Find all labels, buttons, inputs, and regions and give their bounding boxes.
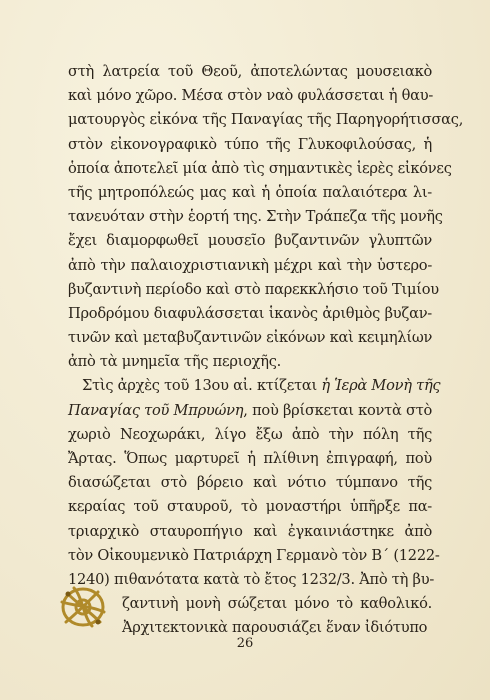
- text-line: Ἄρτας. Ὅπως μαρτυρεῖ ἡ πλίθινη ἐπιγραφή, ποὺ: [68, 450, 432, 467]
- text-line: χωριὸ Νεοχωράκι, λίγο ἔξω ἀπὸ τὴν πόλη τῆς: [68, 425, 432, 443]
- monastery-name-italic: ἡ Ἱερὰ Μονὴ τῆς: [321, 377, 441, 395]
- text-line: ἀπὸ τὰ μνημεῖα τῆς περιοχῆς.: [68, 353, 282, 371]
- text-line: 1240) πιθανότατα κατὰ τὸ ἔτος 1232/3. Ἀπὸ τὴ βυ-: [68, 570, 434, 588]
- text-line: τινῶν καὶ μεταβυζαντινῶν εἰκόνων καὶ κειμηλίων: [68, 329, 433, 347]
- page-text: [68, 60, 464, 641]
- text-line: τὸν Οἰκουμενικὸ Πατριάρχη Γερμανὸ τὸν Β΄ (1222-: [68, 546, 440, 564]
- text-line: ζαντινὴ μονὴ σώζεται μόνο τὸ καθολικό.: [122, 595, 432, 613]
- text-line: στὸν εἰκονογραφικὸ τύπο τῆς Γλυκοφιλούσας, ἡ: [68, 135, 432, 153]
- text-line: κεραίας τοῦ σταυροῦ, τὸ μοναστήρι ὑπῆρξε πα-: [68, 498, 432, 516]
- monastery-name-italic: Παναγίας τοῦ Μπρυώνη: [68, 401, 244, 419]
- text-line: διασώζεται στὸ βόρειο καὶ νότιο τύμπανο τῆς: [68, 474, 432, 492]
- text-line: βυζαντινὴ περίοδο καὶ στὸ παρεκκλήσιο τοῦ Τιμίου: [68, 280, 439, 298]
- text-line: καὶ μόνο χῶρο. Μέσα στὸν ναὸ φυλάσσεται ἡ θαυ-: [68, 87, 434, 105]
- page-number: 26: [236, 636, 254, 651]
- text-line: ἀπὸ τὴν παλαιοχριστιανικὴ μέχρι καὶ τὴν ὑστερο-: [68, 256, 432, 274]
- text-line: τῆς μητροπόλεώς μας καὶ ἡ ὁποία παλαιότερα λι-: [68, 183, 432, 201]
- text-line: [68, 399, 432, 423]
- text-line: τανευόταν στὴν ἑορτή της. Στὴν Τράπεζα τῆς μονῆς: [68, 208, 443, 226]
- text-line: τριαρχικὸ σταυροπήγιο καὶ ἐγκαινιάστηκε ἀπὸ: [68, 522, 432, 540]
- text-line: Ἀρχιτεκτονικὰ παρουσιάζει ἕναν ἰδιότυπο: [122, 619, 428, 637]
- text-line: Προδρόμου διαφυλάσσεται ἱκανὸς ἀριθμὸς βυζαν-: [68, 304, 432, 322]
- byzantine-knot-ornament-icon: [56, 582, 110, 632]
- paragraph-2: [68, 374, 441, 640]
- text-line: ἔχει διαμορφωθεῖ μουσεῖο βυζαντινῶν γλυπτῶν: [68, 232, 432, 250]
- paragraph-1: [68, 60, 464, 374]
- text-line: ματουργὸς εἰκόνα τῆς Παναγίας τῆς Παρηγορήτισσας,: [68, 111, 464, 129]
- text-run: , ποὺ βρίσκεται κοντὰ στὸ: [243, 401, 433, 419]
- text-line: στὴ λατρεία τοῦ Θεοῦ, ἀποτελώντας μουσειακὸ: [68, 63, 432, 80]
- text-run: Στὶς ἀρχὲς τοῦ 13ου αἰ. κτίζεται: [82, 377, 322, 395]
- text-line: [68, 374, 441, 398]
- text-line: ὁποία ἀποτελεῖ μία ἀπὸ τὶς σημαντικὲς ἱερὲς εἰκόνες: [68, 159, 452, 177]
